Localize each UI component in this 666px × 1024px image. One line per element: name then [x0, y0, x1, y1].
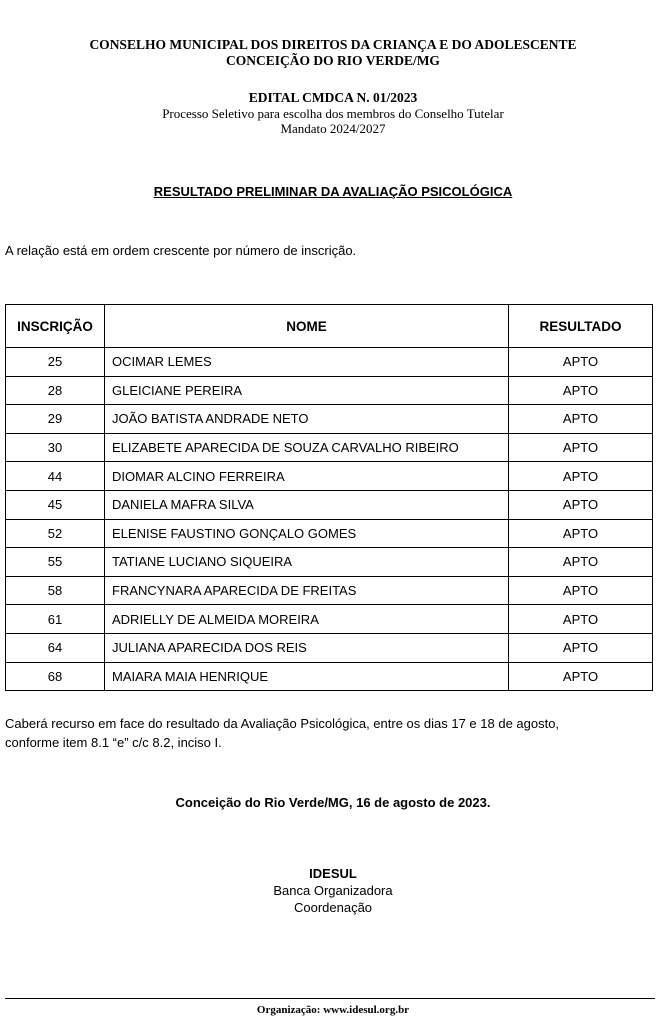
- edital-subtitle: Processo Seletivo para escolha dos membros do Conselho Tutelar: [162, 106, 504, 121]
- table-row: [6, 376, 653, 405]
- table-row: [6, 605, 653, 634]
- cell-inscricao: 45: [6, 490, 105, 519]
- table-row: [6, 462, 653, 491]
- appeal-note-line1: Caberá recurso em face do resultado da Avaliação Psicológica, entre os dias 17 e 18 de agosto,: [5, 716, 560, 731]
- results-table: [5, 304, 653, 691]
- cell-resultado: APTO: [509, 633, 653, 662]
- appeal-note-line2: conforme item 8.1 “e” c/c 8.2, inciso I.: [5, 735, 222, 750]
- cell-nome: FRANCYNARA APARECIDA DE FREITAS: [105, 576, 509, 605]
- cell-resultado: APTO: [509, 548, 653, 577]
- appeal-note: [5, 714, 660, 752]
- cell-inscricao: 58: [6, 576, 105, 605]
- cell-resultado: APTO: [509, 433, 653, 462]
- cell-nome: JULIANA APARECIDA DOS REIS: [105, 633, 509, 662]
- table-row: [6, 576, 653, 605]
- cell-inscricao: 28: [6, 376, 105, 405]
- cell-nome: ELENISE FAUSTINO GONÇALO GOMES: [105, 519, 509, 548]
- cell-nome: GLEICIANE PEREIRA: [105, 376, 509, 405]
- cell-resultado: APTO: [509, 405, 653, 434]
- results-body: [6, 348, 653, 691]
- cell-inscricao: 61: [6, 605, 105, 634]
- cell-inscricao: 64: [6, 633, 105, 662]
- table-row: [6, 633, 653, 662]
- intro-text: A relação está em ordem crescente por número de inscrição.: [5, 243, 357, 258]
- cell-resultado: APTO: [509, 462, 653, 491]
- document-header: [0, 37, 666, 69]
- cell-inscricao: 52: [6, 519, 105, 548]
- cell-inscricao: 25: [6, 348, 105, 377]
- cell-inscricao: 44: [6, 462, 105, 491]
- cell-resultado: APTO: [509, 490, 653, 519]
- cell-resultado: APTO: [509, 519, 653, 548]
- cell-nome: DIOMAR ALCINO FERREIRA: [105, 462, 509, 491]
- header-nome: NOME: [105, 305, 509, 348]
- cell-inscricao: 29: [6, 405, 105, 434]
- cell-inscricao: 68: [6, 662, 105, 691]
- table-row: [6, 548, 653, 577]
- cell-inscricao: 30: [6, 433, 105, 462]
- table-row: [6, 405, 653, 434]
- table-row: [6, 519, 653, 548]
- cell-nome: DANIELA MAFRA SILVA: [105, 490, 509, 519]
- table-header-row: [6, 305, 653, 348]
- edital-title: EDITAL CMDCA N. 01/2023: [248, 90, 418, 105]
- municipality-name: CONCEIÇÃO DO RIO VERDE/MG: [226, 53, 440, 68]
- cell-resultado: APTO: [509, 348, 653, 377]
- footer-divider: [5, 998, 655, 999]
- table-row: [6, 433, 653, 462]
- signature-role2: Coordenação: [293, 900, 373, 915]
- footer-text: Organização: www.idesul.org.br: [256, 1004, 410, 1016]
- cell-nome: ELIZABETE APARECIDA DE SOUZA CARVALHO RIBEIRO: [105, 433, 509, 462]
- signature-org: IDESUL: [309, 866, 357, 881]
- place-date: Conceição do Rio Verde/MG, 16 de agosto de 2023.: [175, 795, 491, 810]
- header-inscricao: INSCRIÇÃO: [6, 305, 105, 348]
- signature-block: [0, 865, 666, 916]
- signature-role1: Banca Organizadora: [273, 883, 393, 898]
- cell-resultado: APTO: [509, 576, 653, 605]
- table-row: [6, 490, 653, 519]
- cell-nome: OCIMAR LEMES: [105, 348, 509, 377]
- cell-inscricao: 55: [6, 548, 105, 577]
- result-title: RESULTADO PRELIMINAR DA AVALIAÇÃO PSICOLÓGICA: [153, 184, 513, 199]
- table-row: [6, 348, 653, 377]
- council-name: CONSELHO MUNICIPAL DOS DIREITOS DA CRIANÇA E DO ADOLESCENTE: [89, 37, 577, 52]
- cell-nome: TATIANE LUCIANO SIQUEIRA: [105, 548, 509, 577]
- cell-resultado: APTO: [509, 662, 653, 691]
- edital-block: [0, 90, 666, 136]
- cell-nome: MAIARA MAIA HENRIQUE: [105, 662, 509, 691]
- header-resultado: RESULTADO: [509, 305, 653, 348]
- cell-resultado: APTO: [509, 605, 653, 634]
- cell-nome: ADRIELLY DE ALMEIDA MOREIRA: [105, 605, 509, 634]
- cell-resultado: APTO: [509, 376, 653, 405]
- table-row: [6, 662, 653, 691]
- edital-mandate: Mandato 2024/2027: [280, 121, 386, 136]
- cell-nome: JOÃO BATISTA ANDRADE NETO: [105, 405, 509, 434]
